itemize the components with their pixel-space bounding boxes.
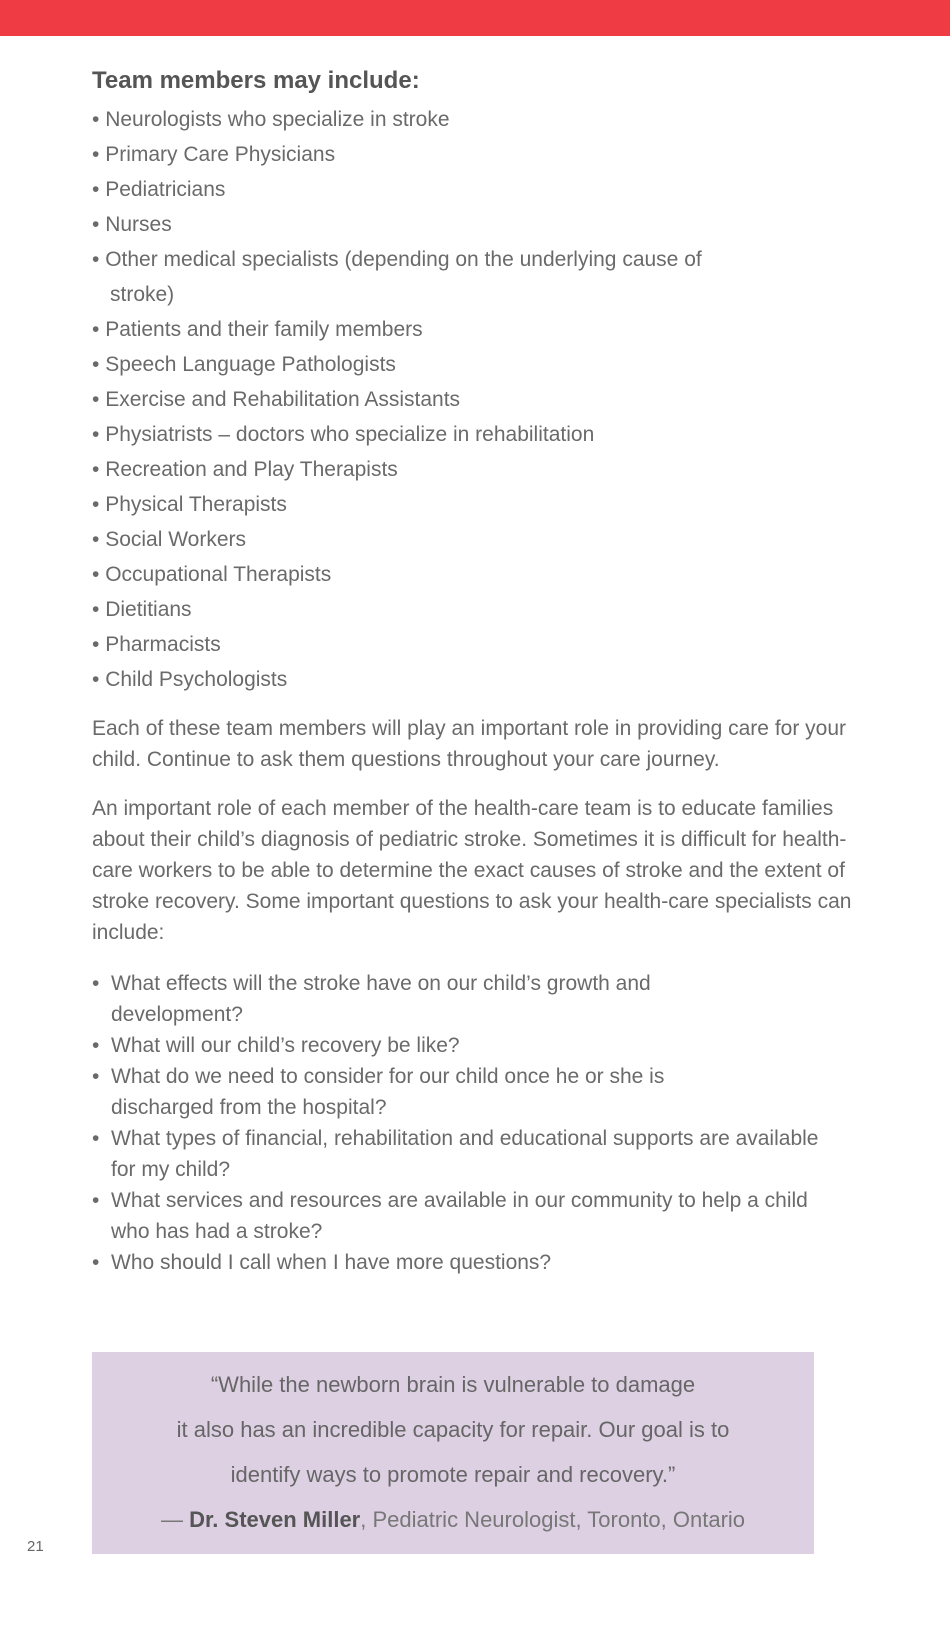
list-item: • Dietitians xyxy=(92,598,192,621)
role-paragraph: An important role of each member of the health-care team is to educate families about their child’s diagnosis of pediatric stroke. Sometimes it is difficult for health-care workers to be able to determine the exact causes of stroke and the extent of stroke recovery. Some important questions to ask your health-care specialists can include: xyxy=(92,797,852,944)
list-item: • Physical Therapists xyxy=(92,493,287,516)
team-members-list xyxy=(92,102,852,697)
list-item: • What effects will the stroke have on our child’s growth and development? xyxy=(92,972,651,1026)
quote-author: Dr. Steven Miller xyxy=(189,1507,361,1532)
list-item: • Pediatricians xyxy=(92,178,226,201)
list-item: • Other medical specialists (depending on the underlying cause of stroke) xyxy=(92,248,702,306)
list-item: • Recreation and Play Therapists xyxy=(92,458,398,481)
quote-box xyxy=(92,1352,814,1554)
list-item: • Patients and their family members xyxy=(92,318,423,341)
quote-line: it also has an incredible capacity for repair. Our goal is to xyxy=(176,1417,730,1442)
list-item: • Child Psychologists xyxy=(92,668,288,691)
quote-attribution: — Dr. Steven Miller, Pediatric Neurologist, Toronto, Ontario xyxy=(160,1507,746,1532)
page-number: 21 xyxy=(27,1538,44,1555)
top-color-bar xyxy=(0,0,950,36)
list-item: • Physiatrists – doctors who specialize in rehabilitation xyxy=(92,423,595,446)
list-item: • Social Workers xyxy=(92,528,247,551)
list-item: • Pharmacists xyxy=(92,633,221,656)
quote-line: “While the newborn brain is vulnerable to damage xyxy=(210,1372,696,1397)
list-item: • What services and resources are available in our community to help a child who has had a stroke? xyxy=(92,1189,808,1243)
quote-author-title: , Pediatric Neurologist, Toronto, Ontario xyxy=(360,1507,746,1532)
quote-line: identify ways to promote repair and recovery.” xyxy=(230,1462,676,1487)
list-item: • What do we need to consider for our child once he or she is discharged from the hospital? xyxy=(92,1065,665,1119)
list-item: • Occupational Therapists xyxy=(92,563,332,586)
list-item: • Nurses xyxy=(92,213,172,236)
list-item: • Neurologists who specialize in stroke xyxy=(92,108,450,131)
list-item: • What will our child’s recovery be like? xyxy=(92,1034,460,1057)
list-item: • Exercise and Rehabilitation Assistants xyxy=(92,388,461,411)
team-members-heading: Team members may include: xyxy=(92,67,420,94)
intro-paragraph: Each of these team members will play an important role in providing care for your child. Continue to ask them questions throughout your care journey. xyxy=(92,717,847,771)
list-item: • Who should I call when I have more questions? xyxy=(92,1251,552,1274)
list-item: • What types of financial, rehabilitation and educational supports are available for my child? xyxy=(92,1127,819,1181)
quote-text xyxy=(92,1352,814,1497)
list-item: • Primary Care Physicians xyxy=(92,143,336,166)
page-content xyxy=(92,66,852,1278)
questions-list xyxy=(92,968,852,1278)
list-item: • Speech Language Pathologists xyxy=(92,353,396,376)
